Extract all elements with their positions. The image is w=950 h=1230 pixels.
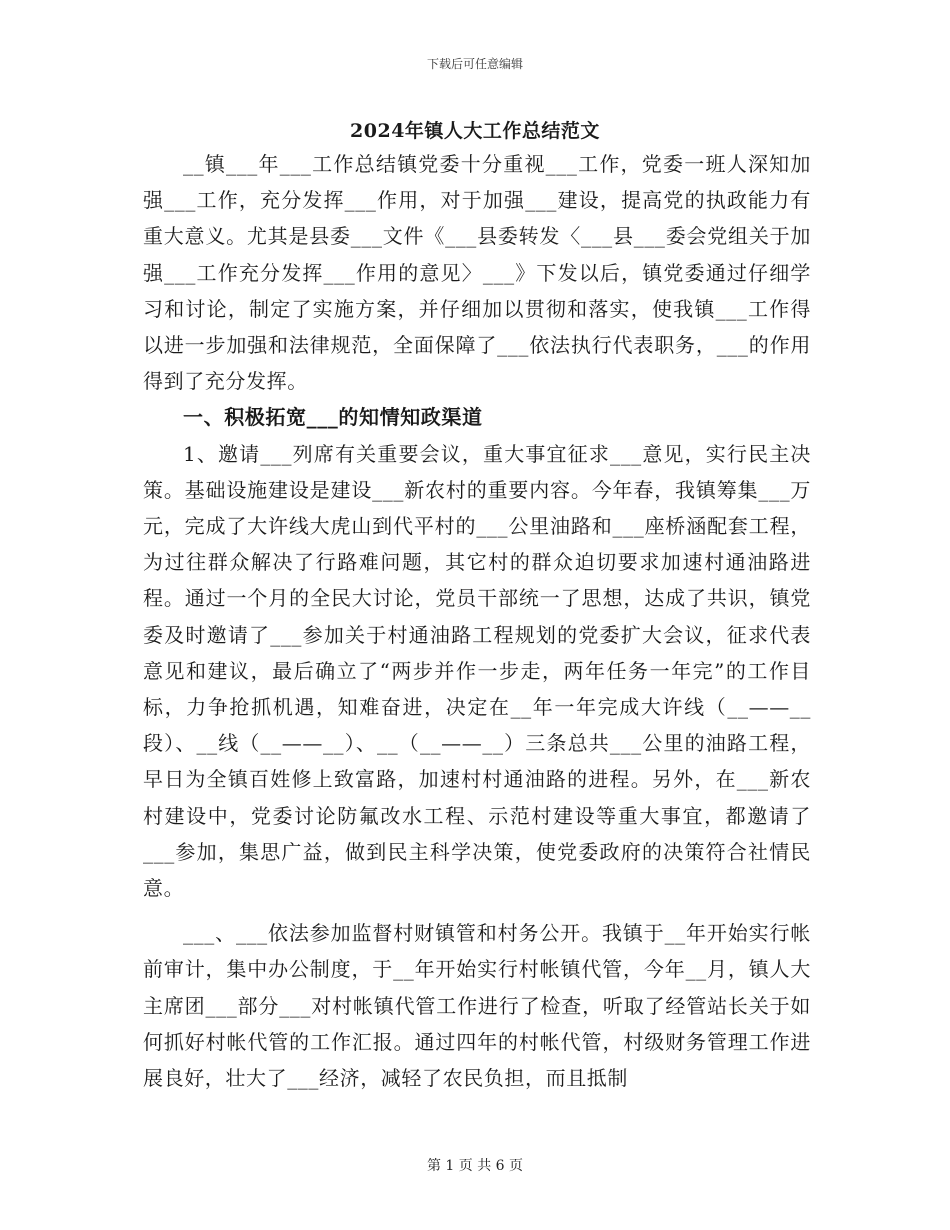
paragraph-intro: __镇___年___工作总结镇党委十分重视___工作，党委一班人深知加强___工作，充分发挥___作用，对于加强___建设，提高党的执政能力有重大意义。尤其是县委___文件《___县委转发〈___县___委会党组关于加强___工作充分发挥___作用的意见〉___》下发以后，镇党委通过仔细学习和讨论，制定了实施方案，并仔细加以贯彻和落实，使我镇___工作得以进一步加强和法律规范，全面保障了___依法执行代表职务，___的作用得到了充分发挥。: [143, 152, 811, 394]
paragraph-item-2: ___、___依法参加监督村财镇管和村务公开。我镇于__年开始实行帐前审计，集中办公制度，于__年开始实行村帐镇代管，今年__月，镇人大主席团___部分___对村帐镇代管工作进行了检查，听取了经管站长关于如何抓好村帐代管的工作汇报。通过四年的村帐代管，村级财务管理工作进展良好，壮大了___经济，减轻了农民负担，而且抵制: [143, 921, 811, 1091]
page-number-footer: 第 1 页 共 6 页: [426, 1158, 524, 1174]
document-body: [143, 146, 811, 1096]
document-title: 2024年镇人大工作总结范文: [350, 120, 600, 142]
header-note: 下载后可任意编辑: [426, 57, 523, 71]
paragraph-item-1: 1、邀请___列席有关重要会议，重大事宜征求___意见，实行民主决策。基础设施建设是建设___新农村的重要内容。今年春，我镇筹集___万元，完成了大许线大虎山到代平村的___公里油路和___座桥涵配套工程，为过往群众解决了行路难问题，其它村的群众迫切要求加速村通油路进程。通过一个月的全民大讨论，党员干部统一了思想，达成了共识，镇党委及时邀请了___参加关于村通油路工程规划的党委扩大会议，征求代表意见和建议，最后确立了“两步并作一步走，两年任务一年完”的工作目标，力争抢抓机遇，知难奋进，决定在__年一年完成大许线（__——__段）、__线（__——__）、__（__——__）三条总共___公里的油路工程，早日为全镇百姓修上致富路，加速村村通油路的进程。另外，在___新农村建设中，党委讨论防氟改水工程、示范村建设等重大事宜，都邀请了___参加，集思广益，做到民主科学决策，使党委政府的决策符合社情民意。: [143, 441, 811, 901]
section-heading: 一、积极拓宽___的知情知政渠道: [183, 405, 483, 430]
